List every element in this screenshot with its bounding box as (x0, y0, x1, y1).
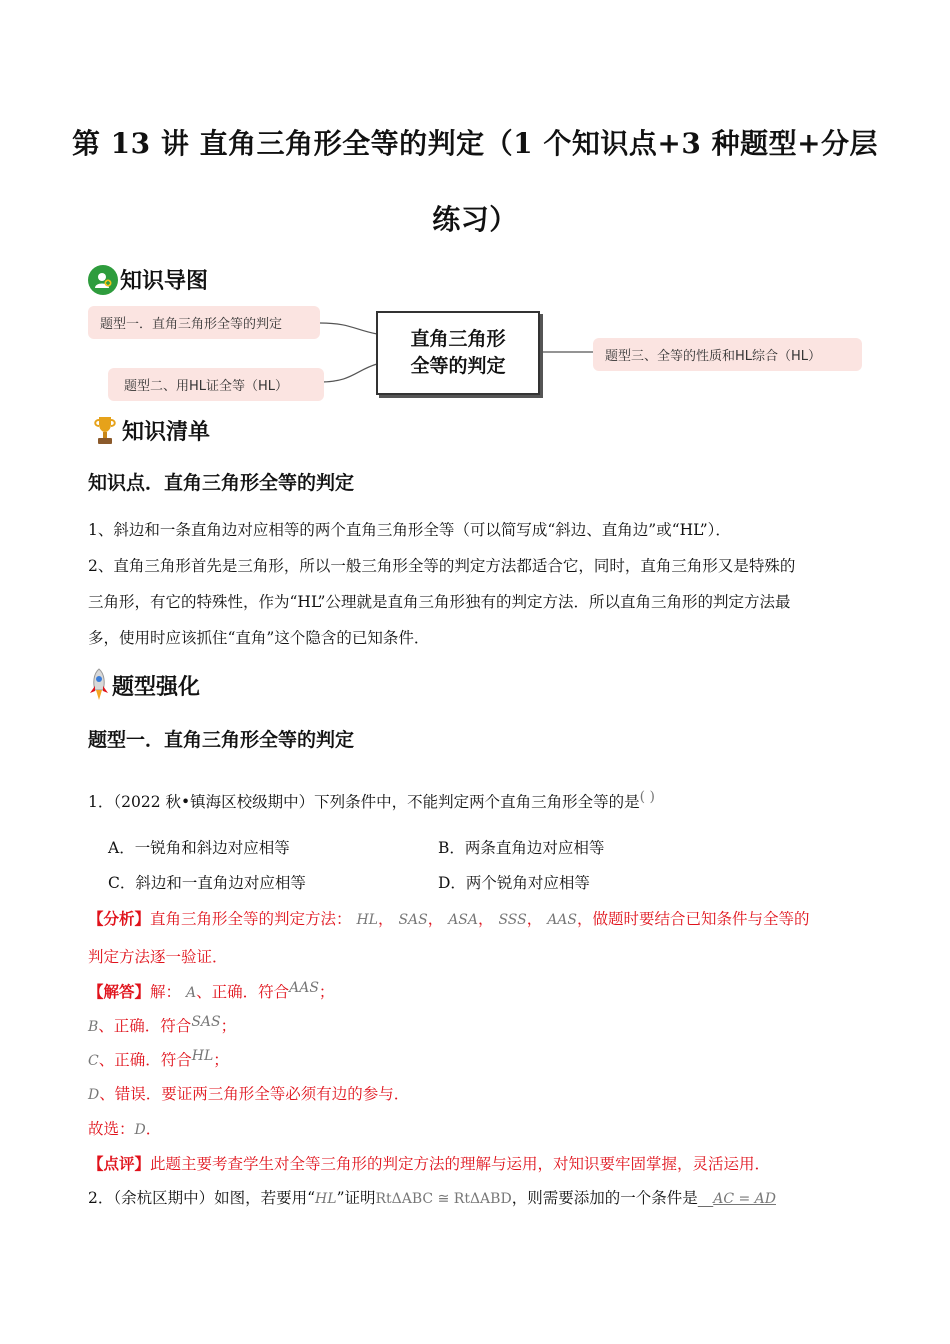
answer-d-text: 、错误．要证两三角形全等必须有边的参与． (99, 1085, 410, 1103)
mindmap-center-line1: 直角三角形 (410, 328, 506, 350)
trophy-icon (92, 414, 118, 446)
question-1-text: 1．（2022 秋•镇海区校级期中）下列条件中，不能判定两个直角三角形全等的是 (88, 793, 640, 811)
analysis-post: ，做题时要结合已知条件与全等的 (577, 910, 810, 928)
analysis-line1 (88, 907, 878, 929)
knowledge-p2-line3: 多，使用时应该抓住“直角”这个隐含的已知条件． (88, 629, 430, 647)
question-2-pre: 2．（余杭区期中）如图，若要用“ (88, 1189, 316, 1207)
mindmap-node-type1: 题型一．直角三角形全等的判定 (88, 306, 320, 339)
math-d: D (88, 1087, 100, 1103)
choose-end: ． (145, 1120, 162, 1138)
sep: ， (377, 910, 394, 928)
math-aas: AAS (547, 912, 577, 928)
sep: ， (478, 910, 494, 928)
math-sas: SAS (398, 912, 428, 928)
math-c: C (88, 1053, 99, 1069)
answer-label: 【解答】 (88, 982, 151, 1001)
comment-label: 【点评】 (88, 1154, 151, 1173)
question-2-stem (88, 1186, 878, 1208)
option-c: C．斜边和一直角边对应相等 (108, 874, 306, 892)
section-checklist-label: 知识清单 (122, 418, 211, 445)
choose-label: 故选： (88, 1120, 135, 1138)
answer-line-c (88, 1048, 229, 1070)
mindmap-center (376, 311, 540, 395)
math-asa: ASA (448, 912, 478, 928)
page-title-continued: 练习） (432, 203, 518, 236)
analysis-line2: 判定方法逐一验证． (88, 948, 228, 966)
knowledge-p2-line1: 2、直角三角形首先是三角形，所以一般三角形全等的判定方法都适合它，同时，直角三角形又是特殊的 (88, 557, 796, 575)
section-checklist-heading (92, 414, 210, 446)
user-add-icon (88, 265, 118, 295)
question-2-mid2: ，则需要添加的一个条件是__ (511, 1189, 714, 1207)
analysis-label: 【分析】 (88, 909, 151, 928)
comment-line (88, 1152, 878, 1174)
math-aas-2: AAS (289, 980, 319, 996)
math-hl-2: HL (191, 1048, 214, 1064)
knowledge-heading: 知识点．直角三角形全等的判定 (88, 472, 355, 494)
knowledge-p2-line2: 三角形，有它的特殊性，作为“HL”公理就是直角三角形独有的判定方法．所以直角三角形的判定方法最 (88, 593, 791, 611)
answer-line-b (88, 1014, 236, 1036)
knowledge-paragraph-1: 1、斜边和一条直角边对应相等的两个直角三角形全等（可以简写成“斜边、直角边”或“HL”）． (88, 521, 731, 539)
answer-a-text: 、正确．符合 (196, 983, 290, 1001)
option-b: B．两条直角边对应相等 (438, 839, 605, 857)
question-1-paren: ( ) (639, 789, 656, 805)
math-a: A (185, 985, 197, 1001)
math-sss: SSS (498, 912, 527, 928)
section-practice-label: 题型强化 (112, 673, 201, 700)
sep: ， (526, 910, 543, 928)
type1-heading: 题型一．直角三角形全等的判定 (88, 729, 355, 751)
math-hl-q2: HL (315, 1191, 337, 1207)
section-practice-heading (88, 668, 200, 702)
option-a: A．一锐角和斜边对应相等 (108, 839, 290, 857)
question-1-stem (88, 790, 868, 812)
comment-text: 此题主要考查学生对全等三角形的判定方法的理解与运用，对知识要牢固掌握，灵活运用． (150, 1155, 771, 1173)
math-d-2: D (134, 1122, 146, 1138)
answer-line-d (88, 1082, 409, 1104)
section-mindmap-heading (88, 264, 208, 295)
answer-jie: 解： (150, 983, 182, 1001)
mindmap-center-line2: 全等的判定 (410, 355, 506, 377)
knowledge-paragraph-2 (88, 548, 864, 656)
sep: ； (318, 983, 335, 1001)
page-title: 第 13 讲 直角三角形全等的判定（1 个知识点+3 种题型+分层 (71, 127, 879, 160)
analysis-pre: 直角三角形全等的判定方法： (150, 910, 352, 928)
question-2-answer: AC = AD (713, 1191, 776, 1207)
question-2-mid1: ”证明 (336, 1189, 376, 1207)
answer-c-text: 、正确．符合 (98, 1051, 192, 1069)
answer-b-text: 、正确．符合 (98, 1017, 192, 1035)
math-sas-2: SAS (191, 1014, 221, 1030)
answer-choice (88, 1117, 161, 1139)
mindmap-node-type3: 题型三、全等的性质和HL综合（HL） (593, 338, 862, 371)
mindmap-node-type2: 题型二、用HL证全等（HL） (108, 368, 324, 401)
math-congruence: RtΔABC ≅ RtΔABD (375, 1191, 512, 1207)
rocket-icon (88, 668, 110, 702)
sep: ； (213, 1051, 229, 1069)
math-hl: HL (356, 912, 378, 928)
section-mindmap-label: 知识导图 (120, 268, 209, 294)
sep: ， (427, 910, 444, 928)
sep: ； (220, 1017, 237, 1035)
answer-line-a (88, 980, 334, 1002)
math-b: B (88, 1019, 99, 1035)
option-d: D．两个锐角对应相等 (438, 874, 590, 892)
